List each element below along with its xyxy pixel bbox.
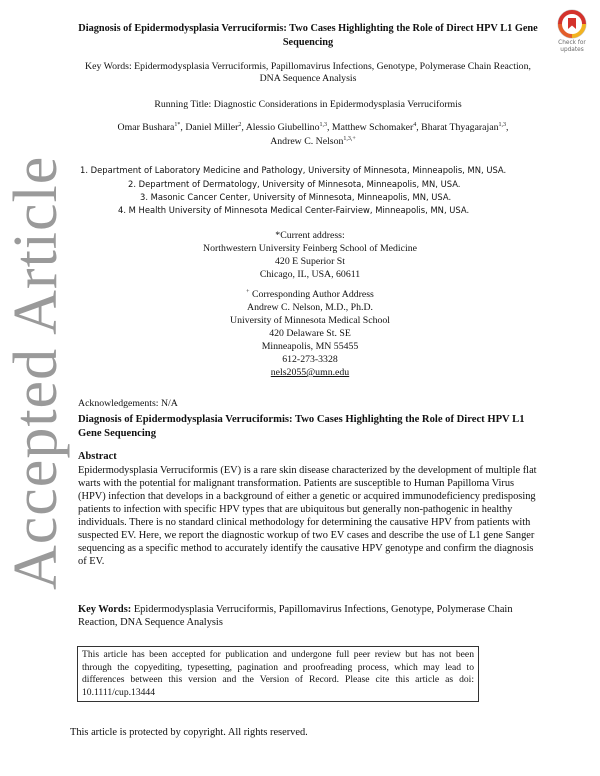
corresponding-heading-text: Corresponding Author Address (249, 289, 374, 300)
copyright-footer: This article is protected by copyright. All rights reserved. (70, 727, 308, 738)
author-sep: , (326, 122, 332, 133)
author-sup: 1* (174, 122, 181, 128)
keywords-text: Epidermodysplasia Verruciformis, Papillomavirus Infections, Genotype, Polymerase Chain Reaction, DNA Sequence Analysis (78, 604, 513, 628)
current-address-line: Chicago, IL, USA, 60611 (259, 269, 361, 280)
author-sep: , (180, 122, 186, 133)
author-sup: 1,3 (498, 122, 506, 128)
author-sep: , (241, 122, 246, 133)
keywords-top: Key Words: Epidermodysplasia Verruciformis, Papillomavirus Infections, Genotype, Polymerase Chain Reaction, DNA Sequence Analysis (85, 61, 531, 84)
acknowledgements: Acknowledgements: N/A (78, 398, 178, 409)
author-name: Andrew C. Nelson (270, 136, 344, 147)
corresponding-line: Minneapolis, MN 55455 (261, 341, 359, 352)
author-name: Bharat Thyagarajan (421, 122, 499, 133)
corresponding-line: University of Minnesota Medical School (230, 315, 390, 326)
author-name: Daniel Miller (185, 122, 239, 133)
accepted-notice-box: This article has been accepted for publication and undergone full peer review but has not been through the copyediting, typesetting, pagination and proofreading process, which may lead to differences between this version and the Version of Record. Please cite this article as doi: 10.1111/cup.13444 (77, 646, 479, 702)
current-address-line: 420 E Superior St (275, 256, 345, 267)
affiliation-item: 3. Masonic Cancer Center, University of Minnesota, Minneapolis, MN, USA. (140, 192, 452, 202)
badge-label-line2: updates (560, 46, 584, 53)
accepted-article-watermark: Accepted Article (2, 155, 70, 590)
affiliation-item: 2. Department of Dermatology, University of Minnesota, Minneapolis, MN, USA. (128, 179, 461, 189)
current-address-heading: *Current address: (275, 230, 345, 241)
affiliation-item: 1. Department of Laboratory Medicine and Pathology, University of Minnesota, Minneapolis, MN, USA. (80, 165, 507, 175)
running-title: Running Title: Diagnostic Considerations in Epidermodysplasia Verruciformis (154, 99, 462, 110)
badge-label-line1: Check for (558, 40, 586, 46)
check-for-updates-label[interactable] (548, 40, 596, 53)
keywords-label: Key Words: (78, 604, 132, 615)
paper-title-repeat: Diagnosis of Epidermodysplasia Verruciformis: Two Cases Highlighting the Role of Direct HPV L1 Gene Sequencing (78, 414, 525, 439)
corresponding-sup: + (246, 289, 250, 295)
paper-title: Diagnosis of Epidermodysplasia Verruciformis: Two Cases Highlighting the Role of Direct HPV L1 Gene Sequencing (78, 23, 538, 48)
corresponding-line: 612-273-3328 (282, 354, 338, 365)
author-sup: 2 (238, 122, 242, 128)
current-address-line: Northwestern University Feinberg School of Medicine (203, 243, 417, 254)
author-name: Matthew Schomaker (331, 122, 414, 133)
email-link[interactable]: nels2055@umn.edu (270, 367, 350, 378)
author-sup: 1,3 (319, 122, 327, 128)
author-sup: 4 (413, 122, 417, 128)
keywords-bottom (78, 603, 539, 629)
author-sep: , (506, 122, 509, 133)
abstract-text: Epidermodysplasia Verruciformis (EV) is a rare skin disease characterized by the development of multiple flat warts with the potential for malignant transformation. Patients are susceptible to Human Papilloma Virus (HPV) infection that develops in a background of either a genetic or acquired immunodeficiency predisposing patients to infection with specific HPV types that are ubiquitous but generally non-pathogenic in healthy individuals. There is no standard clinical methodology for determining the causative HPV from patients with suspected EV. Here, we report the diagnostic workup of two EV cases and describe the use of L1 gene Sanger sequencing as a specific method to accurately identify the causative HPV genotype and confirm the diagnosis of EV. (78, 465, 537, 567)
author-name: Omar Bushara (117, 122, 175, 133)
corresponding-author-block (120, 288, 500, 379)
author-name: Alessio Giubellino (245, 122, 320, 133)
current-address-block (120, 229, 500, 281)
affiliation-item: 4. M Health University of Minnesota Medical Center-Fairview, Minneapolis, MN, USA. (118, 205, 470, 215)
corresponding-heading (120, 288, 500, 301)
author-sup: 1,3,+ (343, 136, 356, 142)
author-list (78, 121, 548, 149)
author-sep: , (416, 122, 422, 133)
abstract-heading: Abstract (78, 451, 117, 462)
corresponding-line: 420 Delaware St. SE (269, 328, 351, 339)
corresponding-line: Andrew C. Nelson, M.D., Ph.D. (247, 302, 373, 313)
